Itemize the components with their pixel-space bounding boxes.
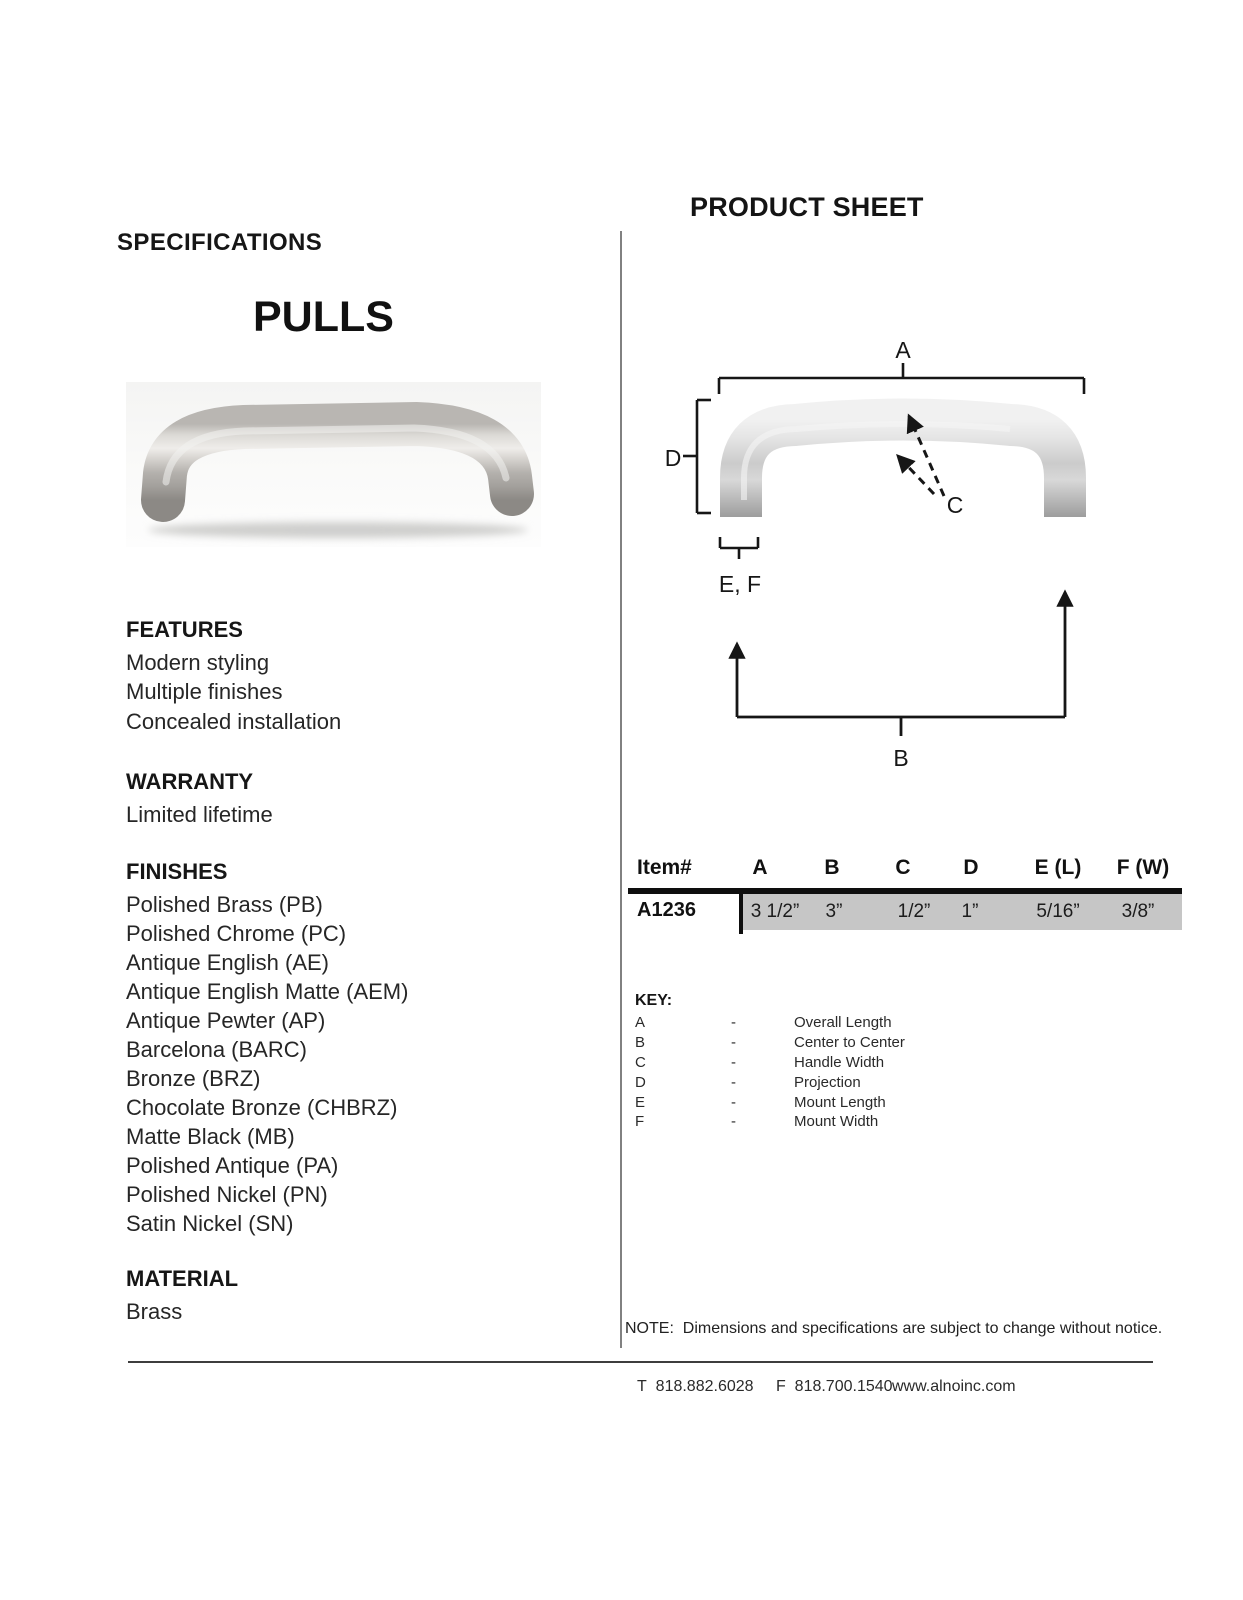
- photo-shadow: [148, 522, 528, 538]
- table-header-el: E (L): [1034, 856, 1082, 879]
- table-cell-a: 3 1/2”: [750, 901, 800, 922]
- finish-item: Polished Nickel (PN): [126, 1182, 328, 1207]
- finish-item: Matte Black (MB): [126, 1124, 295, 1149]
- dim-label-c: C: [946, 492, 964, 518]
- table-header-item: Item#: [637, 856, 692, 879]
- warranty-item: Limited lifetime: [126, 802, 273, 827]
- warranty-heading: WARRANTY: [126, 769, 254, 794]
- dim-label-b: B: [893, 745, 909, 771]
- key-dash: -: [731, 1093, 736, 1111]
- table-cell-itemno: A1236: [637, 899, 696, 921]
- dimension-diagram: [620, 325, 1190, 785]
- key-letter: C: [635, 1053, 646, 1071]
- key-dash: -: [731, 1113, 736, 1131]
- key-dash: -: [731, 1053, 736, 1071]
- key-dash: -: [731, 1034, 736, 1052]
- key-desc: Center to Center: [794, 1034, 905, 1052]
- dim-label-ef: E, F: [718, 571, 762, 597]
- key-letter: E: [635, 1093, 646, 1111]
- key-desc: Overall Length: [794, 1014, 892, 1032]
- dim-a-bracket: [719, 363, 1084, 394]
- finish-item: Satin Nickel (SN): [126, 1211, 294, 1236]
- specifications-title: SPECIFICATIONS: [117, 229, 323, 256]
- dim-label-d: D: [664, 445, 682, 471]
- material-heading: MATERIAL: [126, 1266, 239, 1291]
- finish-item: Bronze (BRZ): [126, 1066, 261, 1091]
- feature-item: Concealed installation: [126, 709, 342, 734]
- key-list: [635, 1013, 905, 1132]
- finish-item: Antique English Matte (AEM): [126, 979, 409, 1004]
- table-header-fw: F (W): [1116, 856, 1170, 879]
- footer-phone-f: F 818.700.1540: [776, 1378, 893, 1395]
- finish-item: Polished Chrome (PC): [126, 921, 347, 946]
- footer-separator: [128, 1361, 1153, 1363]
- feature-item: Multiple finishes: [126, 679, 283, 704]
- finish-item: Polished Brass (PB): [126, 892, 323, 917]
- finish-item: Antique English (AE): [126, 950, 329, 975]
- table-cell-fw: 3/8”: [1121, 901, 1155, 922]
- table-header-c: C: [895, 856, 911, 879]
- key-row: [635, 1112, 905, 1132]
- key-dash: -: [731, 1014, 736, 1032]
- product-photo: [126, 382, 541, 547]
- key-row: [635, 1072, 905, 1092]
- key-heading: KEY:: [635, 992, 673, 1009]
- finishes-heading: FINISHES: [126, 859, 228, 884]
- finish-item: Chocolate Bronze (CHBRZ): [126, 1095, 398, 1120]
- finish-item: Antique Pewter (AP): [126, 1008, 326, 1033]
- key-desc: Projection: [794, 1073, 861, 1091]
- finish-item: Barcelona (BARC): [126, 1037, 307, 1062]
- key-letter: B: [635, 1034, 646, 1052]
- dim-d-bracket: [683, 400, 711, 513]
- note-text: NOTE: Dimensions and specifications are subject to change without notice.: [625, 1320, 1163, 1337]
- table-cell-d: 1”: [961, 901, 979, 922]
- diagram-pull-handle: [741, 420, 1065, 518]
- table-header-d: D: [963, 856, 979, 879]
- dim-b-lines: [737, 592, 1065, 736]
- footer-website: www.alnoinc.com: [892, 1378, 1016, 1395]
- key-letter: D: [635, 1073, 646, 1091]
- product-sheet-title: PRODUCT SHEET: [690, 192, 924, 222]
- material-item: Brass: [126, 1299, 183, 1324]
- table-cell-el: 5/16”: [1036, 901, 1080, 922]
- footer-phone-t: T 818.882.6028: [637, 1378, 754, 1395]
- table-cell-b: 3”: [825, 901, 843, 922]
- key-letter: A: [635, 1014, 646, 1032]
- key-row: [635, 1053, 905, 1073]
- key-letter: F: [635, 1113, 645, 1131]
- key-row: [635, 1033, 905, 1053]
- key-dash: -: [731, 1073, 736, 1091]
- dim-label-a: A: [895, 337, 911, 363]
- table-header-b: B: [824, 856, 840, 879]
- key-row: [635, 1092, 905, 1112]
- feature-item: Modern styling: [126, 650, 270, 675]
- table-column-divider: [739, 888, 743, 934]
- features-heading: FEATURES: [126, 617, 243, 642]
- product-category-title: PULLS: [253, 293, 394, 341]
- finish-item: Polished Antique (PA): [126, 1153, 339, 1178]
- key-row: [635, 1013, 905, 1033]
- dim-ef-bracket: [720, 537, 758, 559]
- key-desc: Mount Width: [794, 1113, 879, 1131]
- table-header-a: A: [752, 856, 768, 879]
- key-desc: Mount Length: [794, 1093, 886, 1111]
- key-desc: Handle Width: [794, 1053, 885, 1071]
- pull-handle-photo: [126, 382, 541, 547]
- table-cell-c: 1/2”: [897, 901, 931, 922]
